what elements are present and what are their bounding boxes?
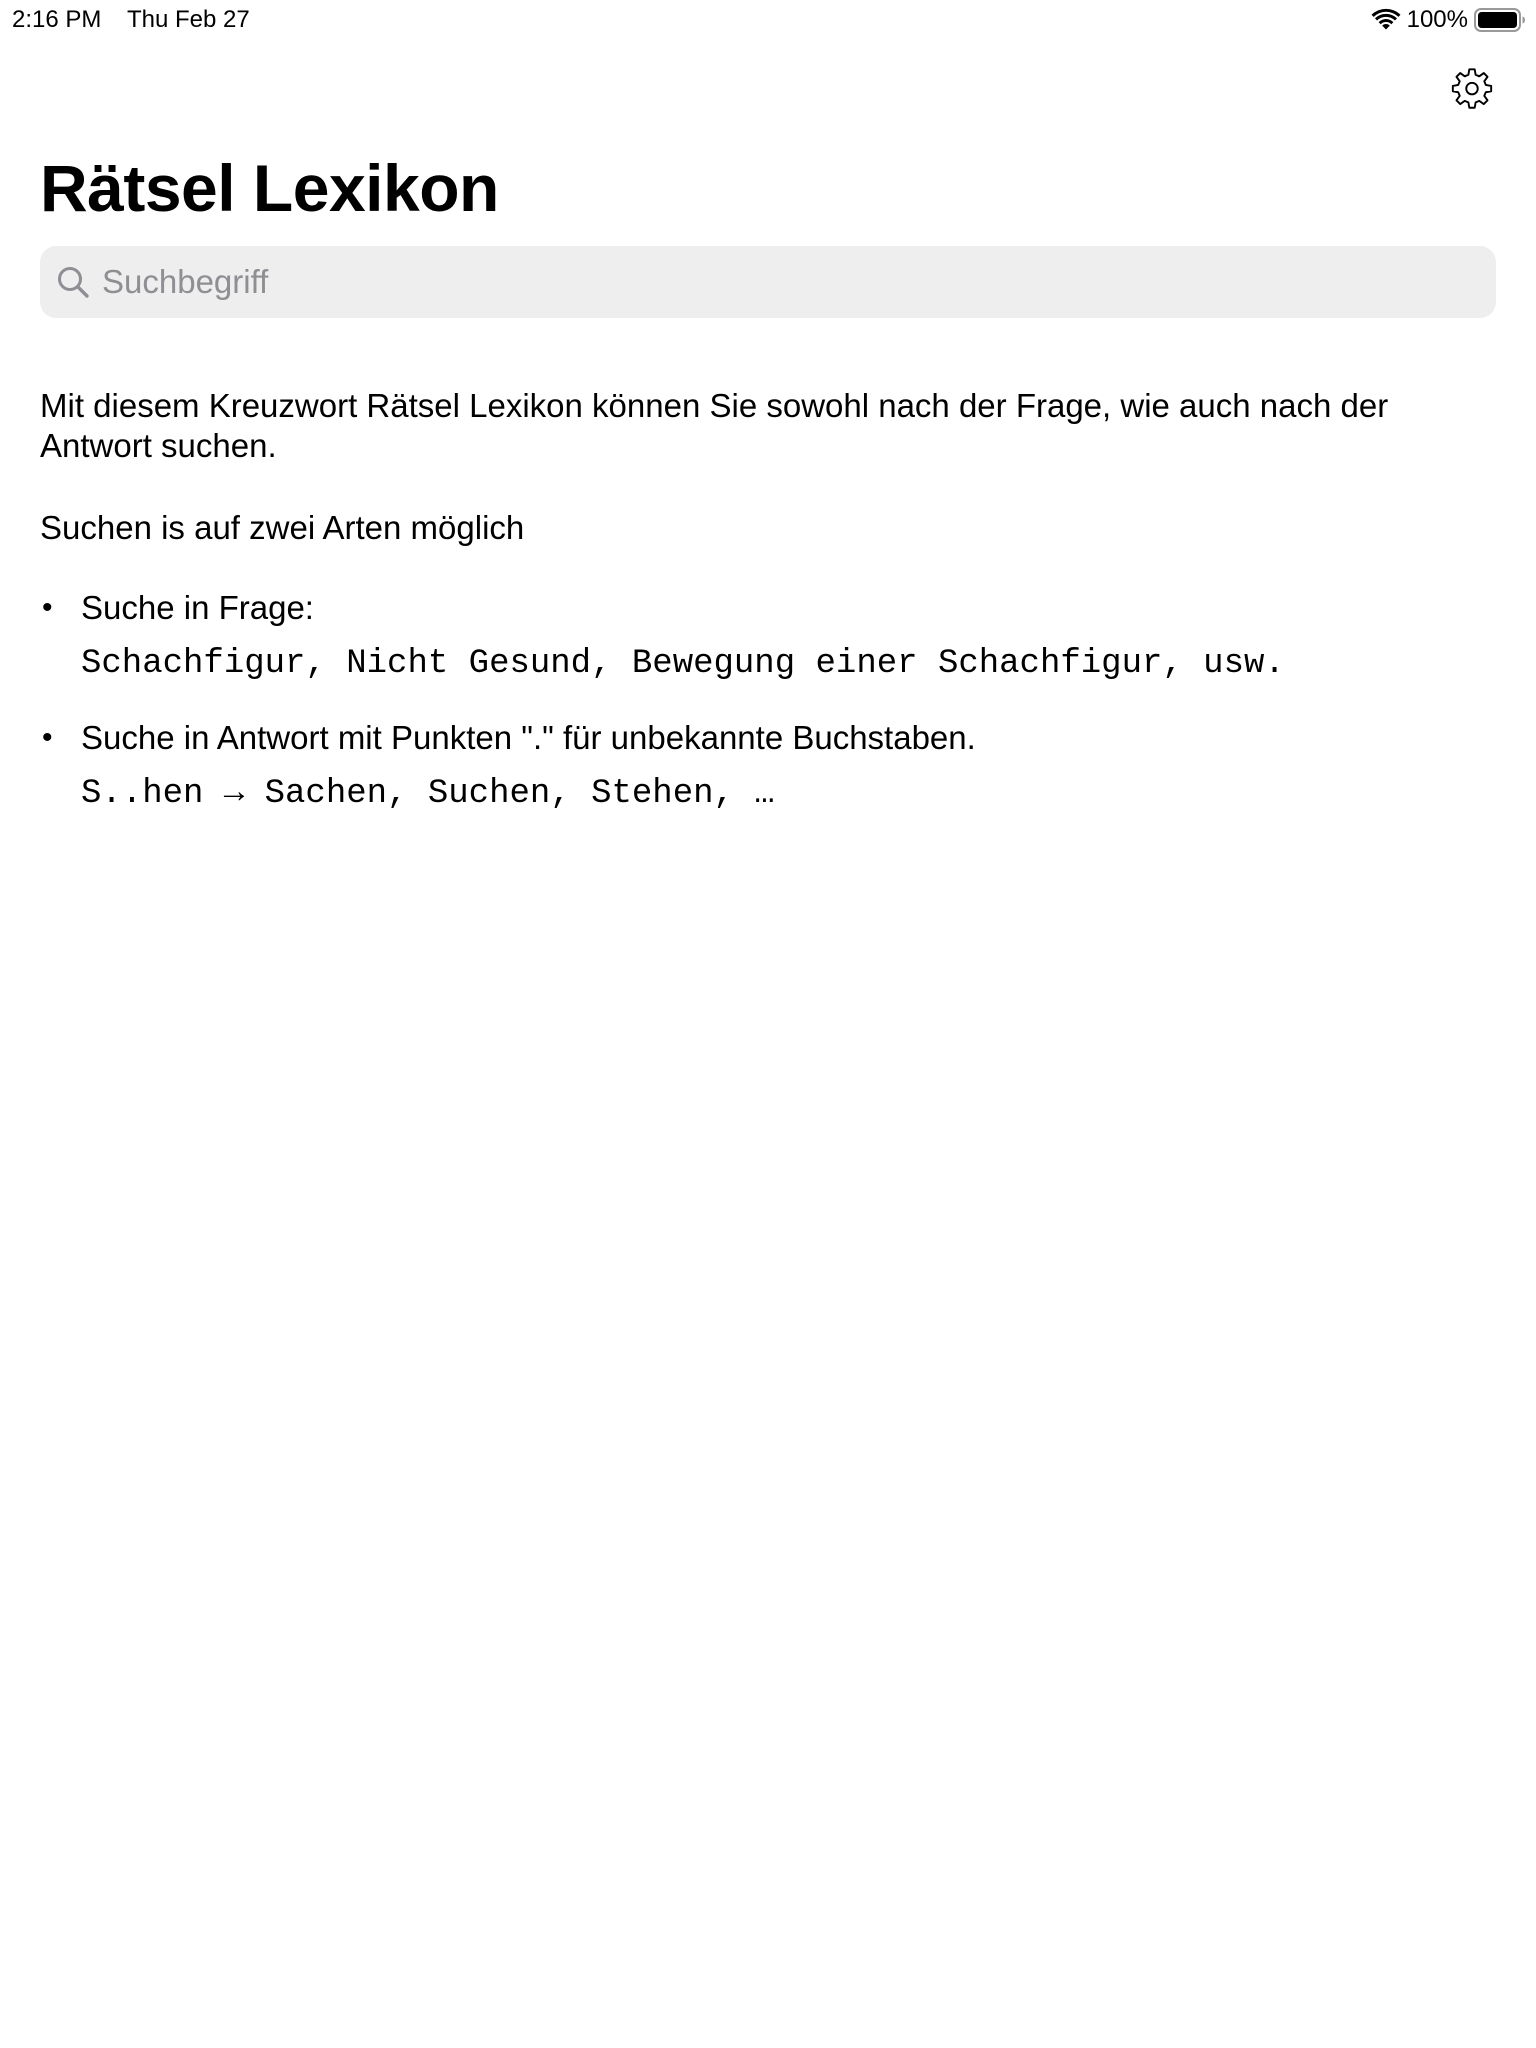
bullet: • bbox=[42, 721, 53, 754]
list-item bbox=[40, 718, 1496, 814]
search-icon bbox=[56, 265, 90, 299]
battery-icon bbox=[1474, 8, 1526, 32]
gear-icon bbox=[1449, 65, 1495, 111]
battery-percentage: 100% bbox=[1406, 6, 1468, 33]
wifi-icon bbox=[1371, 8, 1401, 32]
search-input[interactable] bbox=[102, 252, 1496, 312]
list-item bbox=[40, 588, 1496, 684]
search-question-label: Suche in Frage: bbox=[81, 589, 314, 626]
page-title: Rätsel Lexikon bbox=[40, 151, 499, 225]
search-modes-list bbox=[40, 588, 1496, 814]
bullet: • bbox=[42, 591, 53, 624]
search-question-example: Schachfigur, Nicht Gesund, Bewegung einer Schachfigur, usw. bbox=[81, 645, 1285, 683]
status-date: Thu Feb 27 bbox=[127, 6, 250, 33]
intro-text: Mit diesem Kreuzwort Rätsel Lexikon können Sie sowohl nach der Frage, wie auch nach der Antwort suchen. bbox=[40, 387, 1389, 464]
status-time: 2:16 PM bbox=[12, 6, 102, 33]
status-bar bbox=[0, 0, 1536, 40]
search-answer-label: Suche in Antwort mit Punkten "." für unbekannte Buchstaben. bbox=[81, 719, 976, 756]
settings-button[interactable] bbox=[1448, 64, 1496, 112]
search-modes-heading: Suchen is auf zwei Arten möglich bbox=[40, 509, 525, 546]
info-content bbox=[40, 386, 1496, 848]
search-bar[interactable] bbox=[40, 246, 1496, 318]
search-answer-example: S..hen → Sachen, Suchen, Stehen, … bbox=[81, 775, 775, 813]
status-indicators bbox=[1371, 4, 1526, 36]
